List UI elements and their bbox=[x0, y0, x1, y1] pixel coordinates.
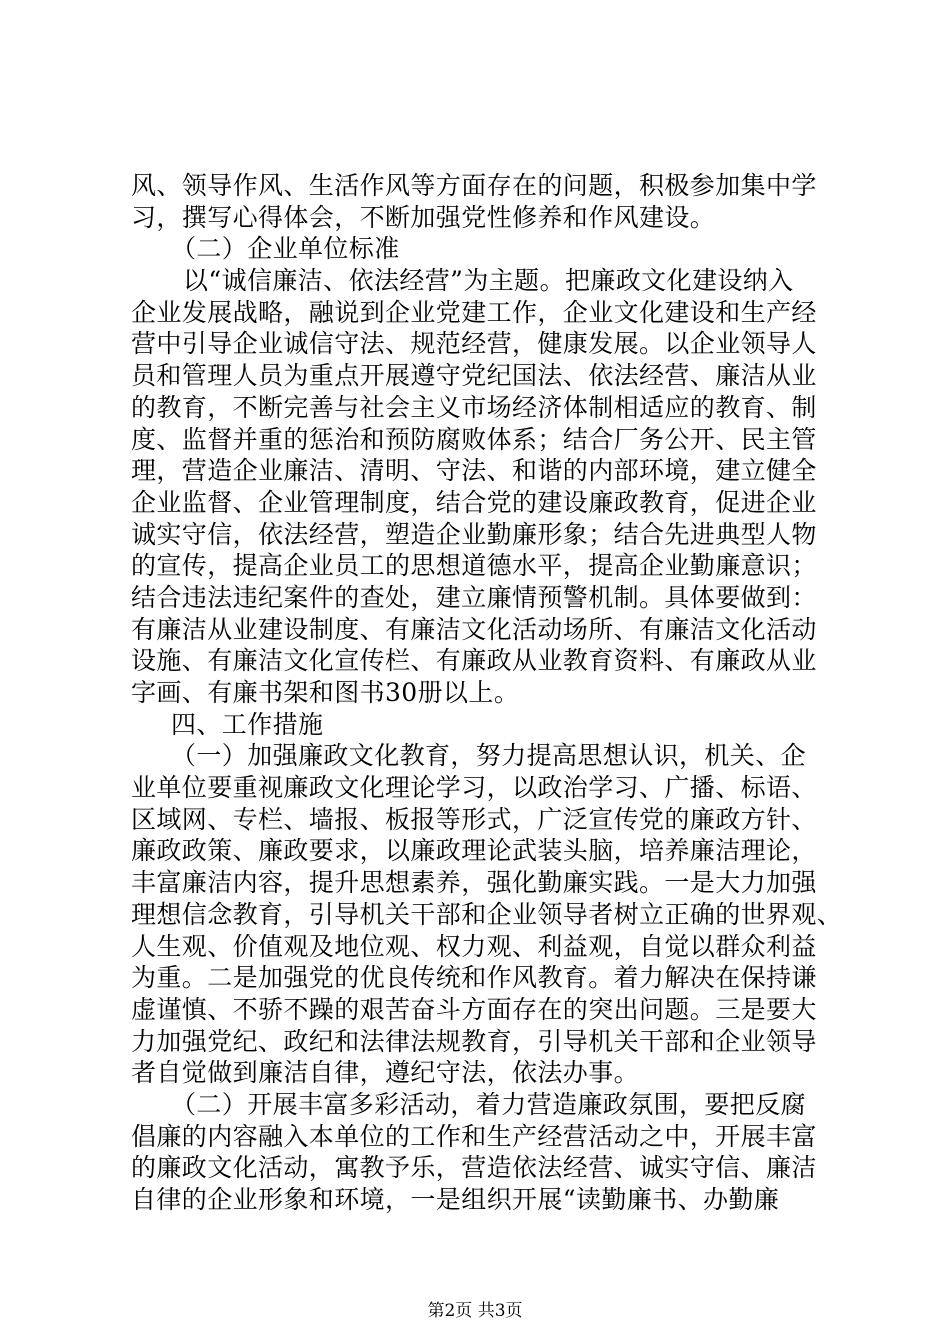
text-line: 习，撰写心得体会，不断加强党性修养和作风建设。 bbox=[131, 202, 716, 232]
text-line: 廉政政策、廉政要求，以廉政理论武装头脑，培养廉洁理论， bbox=[131, 836, 817, 866]
text-line: 员和管理人员为重点开展遵守党纪国法、依法经营、廉洁从业 bbox=[131, 361, 817, 391]
text-line: 的宣传，提高企业员工的思想道德水平，提高企业勤廉意识； bbox=[131, 551, 817, 581]
paragraph-start: （一）加强廉政文化教育，努力提高思想认识，机关、企 bbox=[171, 741, 807, 771]
text-line: 为重。二是加强党的优良传统和作风教育。着力解决在保持谦 bbox=[131, 963, 817, 993]
text-line: 的教育，不断完善与社会主义市场经济体制相适应的教育、制 bbox=[131, 392, 817, 422]
text-line: 倡廉的内容融入本单位的工作和生产经营活动之中，开展丰富 bbox=[131, 1121, 817, 1151]
paragraph-start: （二）开展丰富多彩活动，着力营造廉政氛围，要把反腐 bbox=[171, 1089, 807, 1119]
text-line: 营中引导企业诚信守法、规范经营，健康发展。以企业领导人 bbox=[131, 329, 817, 359]
text-line: 人生观、价值观及地位观、权力观、利益观，自觉以群众利益 bbox=[131, 931, 817, 961]
text-line: 字画、有廉书架和图书30册以上。 bbox=[131, 678, 520, 707]
text-line: 虚谨慎、不骄不躁的艰苦奋斗方面存在的突出问题。三是要大 bbox=[131, 994, 817, 1024]
text-line: 有廉洁从业建设制度、有廉洁文化活动场所、有廉洁文化活动 bbox=[131, 614, 817, 644]
text-line: 度、监督并重的惩治和预防腐败体系；结合厂务公开、民主管 bbox=[131, 424, 817, 454]
text-line: 企业监督、企业管理制度，结合党的建设廉政教育，促进企业 bbox=[131, 487, 817, 517]
text-line: 自律的企业形象和环境，一是组织开展“读勤廉书、办勤廉 bbox=[131, 1185, 780, 1214]
text-line: 业单位要重视廉政文化理论学习，以政治学习、广播、标语、 bbox=[131, 773, 817, 803]
text-line: 风、领导作风、生活作风等方面存在的问题，积极参加集中学 bbox=[131, 171, 817, 200]
section-heading: （二）企业单位标准 bbox=[171, 234, 400, 264]
document-body bbox=[131, 170, 843, 1216]
text-line: 理，营造企业廉洁、清明、守法、和谐的内部环境，建立健全 bbox=[131, 456, 817, 486]
text-line: 理想信念教育，引导机关干部和企业领导者树立正确的世界观、 bbox=[131, 899, 843, 929]
text-line: 企业发展战略，融说到企业党建工作，企业文化建设和生产经 bbox=[131, 297, 817, 327]
text-line: 结合违法违纪案件的查处，建立廉情预警机制。具体要做到： bbox=[131, 582, 817, 612]
text-line: 力加强党纪、政纪和法律法规教育，引导机关干部和企业领导 bbox=[131, 1026, 817, 1056]
page-footer: 第2页 共3页 bbox=[427, 1301, 523, 1321]
text-line: 丰富廉洁内容，提升思想素养，强化勤廉实践。一是大力加强 bbox=[131, 868, 817, 898]
paragraph-start: 以“诚信廉洁、依法经营”为主题。把廉政文化建设纳入 bbox=[183, 266, 794, 296]
text-line: 的廉政文化活动，寓教予乐，营造依法经营、诚实守信、廉洁 bbox=[131, 1153, 817, 1183]
text-line: 者自觉做到廉洁自律，遵纪守法，依法办事。 bbox=[131, 1058, 640, 1088]
text-line: 诚实守信，依法经营，塑造企业勤廉形象；结合先进典型人物 bbox=[131, 519, 817, 549]
text-line: 区域网、专栏、墙报、板报等形式，广泛宣传党的廉政方针、 bbox=[131, 804, 817, 834]
section-heading: 四、工作措施 bbox=[171, 709, 324, 739]
text-line: 设施、有廉洁文化宣传栏、有廉政从业教育资料、有廉政从业 bbox=[131, 646, 817, 676]
